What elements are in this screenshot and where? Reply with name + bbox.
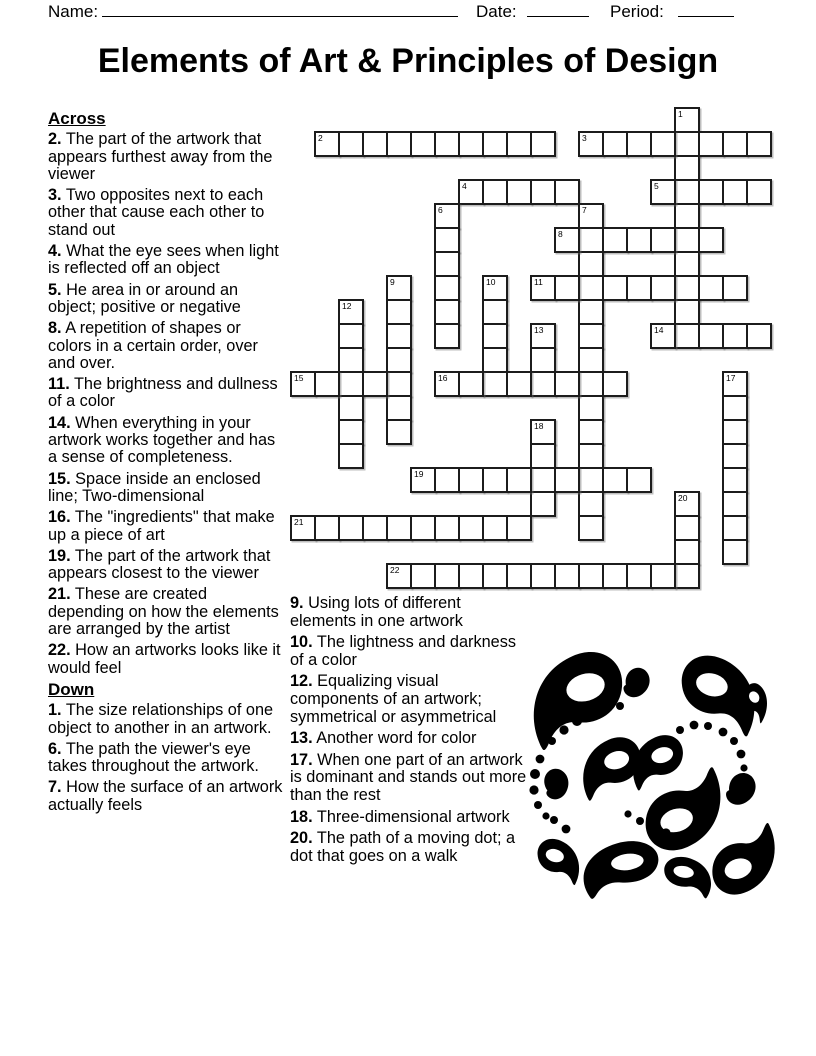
grid-cell[interactable] xyxy=(338,515,364,541)
grid-cell[interactable] xyxy=(746,179,772,205)
grid-cell[interactable] xyxy=(746,323,772,349)
grid-cell[interactable] xyxy=(602,131,628,157)
grid-cell[interactable] xyxy=(674,299,700,325)
page-title: Elements of Art & Principles of Design xyxy=(97,42,719,80)
grid-cell[interactable] xyxy=(338,443,364,469)
grid-cell[interactable] xyxy=(506,371,532,397)
grid-cell-3[interactable] xyxy=(578,131,604,157)
grid-cell[interactable] xyxy=(722,443,748,469)
grid-cell[interactable] xyxy=(674,179,700,205)
grid-cell[interactable] xyxy=(578,227,604,253)
clue-number: 21. xyxy=(48,585,71,604)
grid-cell[interactable] xyxy=(626,467,652,493)
grid-cell[interactable] xyxy=(578,371,604,397)
grid-cell-18[interactable] xyxy=(530,419,556,445)
grid-cell[interactable] xyxy=(626,563,652,589)
grid-cell-number: 22 xyxy=(390,565,400,575)
grid-cell[interactable] xyxy=(386,299,412,325)
clue-number: 12. xyxy=(290,672,313,691)
grid-cell[interactable] xyxy=(434,275,460,301)
grid-cell[interactable] xyxy=(458,371,484,397)
grid-cell-21[interactable] xyxy=(290,515,316,541)
grid-cell-19[interactable] xyxy=(410,467,436,493)
grid-cell[interactable] xyxy=(482,515,508,541)
grid-cell[interactable] xyxy=(674,323,700,349)
clue-number: 16. xyxy=(48,508,71,527)
grid-cell[interactable] xyxy=(530,179,556,205)
grid-cell-6[interactable] xyxy=(434,203,460,229)
clue-across-4: 4. What the eye sees when light is reflected off an object xyxy=(48,242,279,278)
grid-cell-number: 15 xyxy=(294,373,304,383)
grid-cell[interactable] xyxy=(314,515,340,541)
grid-cell-12[interactable] xyxy=(338,299,364,325)
grid-cell-number: 2 xyxy=(318,133,323,143)
grid-cell[interactable] xyxy=(530,371,556,397)
grid-cell[interactable] xyxy=(410,515,436,541)
grid-cell[interactable] xyxy=(458,515,484,541)
grid-cell[interactable] xyxy=(434,515,460,541)
grid-cell[interactable] xyxy=(338,371,364,397)
grid-cell[interactable] xyxy=(578,443,604,469)
grid-cell[interactable] xyxy=(410,131,436,157)
grid-cell[interactable] xyxy=(554,563,580,589)
grid-cell[interactable] xyxy=(602,467,628,493)
grid-cell[interactable] xyxy=(482,347,508,373)
clue-down-9: 9. Using lots of different elements in one artwork xyxy=(290,594,463,630)
grid-cell-7[interactable] xyxy=(578,203,604,229)
grid-cell-2[interactable] xyxy=(314,131,340,157)
grid-cell-14[interactable] xyxy=(650,323,676,349)
clue-across-22: 22. How an artworks looks like it would feel xyxy=(48,641,281,677)
date-blank-field[interactable] xyxy=(527,1,589,17)
clue-number: 4. xyxy=(48,242,62,261)
grid-cell[interactable] xyxy=(434,467,460,493)
grid-cell[interactable] xyxy=(338,323,364,349)
grid-cell-number: 12 xyxy=(342,301,352,311)
clue-down-1: 1. The size relationships of one object to another in an artwork. xyxy=(48,701,274,737)
grid-cell-8[interactable] xyxy=(554,227,580,253)
clue-across-19: 19. The part of the artwork that appears closest to the viewer xyxy=(48,546,271,583)
grid-cell[interactable] xyxy=(578,491,604,517)
down-clue-list-left xyxy=(48,702,285,814)
grid-cell[interactable] xyxy=(458,467,484,493)
grid-cell[interactable] xyxy=(578,323,604,349)
grid-cell[interactable] xyxy=(530,491,556,517)
grid-cell-13[interactable] xyxy=(530,323,556,349)
grid-cell[interactable] xyxy=(338,395,364,421)
grid-cell[interactable] xyxy=(578,395,604,421)
clue-number: 10. xyxy=(290,633,313,652)
grid-cell[interactable] xyxy=(578,515,604,541)
grid-cell[interactable] xyxy=(458,131,484,157)
clue-across-11: 11. The brightness and dullness of a color xyxy=(48,375,278,411)
grid-cell[interactable] xyxy=(674,275,700,301)
clue-across-14: 14. When everything in your artwork works together and has a sense of completeness. xyxy=(48,413,276,467)
name-label: Name: xyxy=(48,2,99,21)
grid-cell[interactable] xyxy=(578,419,604,445)
across-clue-list xyxy=(48,131,285,677)
grid-cell[interactable] xyxy=(362,371,388,397)
name-blank-field[interactable] xyxy=(102,1,458,17)
grid-cell[interactable] xyxy=(674,563,700,589)
clue-across-3: 3. Two opposites next to each other that cause each other to stand out xyxy=(48,186,265,239)
clue-down-7: 7. How the surface of an artwork actually feels xyxy=(48,778,283,814)
grid-cell[interactable] xyxy=(722,179,748,205)
grid-cell[interactable] xyxy=(482,131,508,157)
clue-across-15: 15. Space inside an enclosed line; Two-dimensional xyxy=(48,469,261,505)
clue-number: 3. xyxy=(48,186,62,205)
clue-down-18: 18. Three-dimensional artwork xyxy=(290,807,510,826)
grid-cell-number: 7 xyxy=(582,205,587,215)
grid-cell[interactable] xyxy=(554,179,580,205)
grid-cell[interactable] xyxy=(722,419,748,445)
grid-cell[interactable] xyxy=(650,275,676,301)
grid-cell-9[interactable] xyxy=(386,275,412,301)
clue-down-6: 6. The path the viewer's eye takes throughout the artwork. xyxy=(48,739,259,776)
clue-number: 15. xyxy=(48,469,71,488)
clue-number: 11. xyxy=(48,375,70,394)
grid-cell[interactable] xyxy=(698,275,724,301)
grid-cell[interactable] xyxy=(698,227,724,253)
grid-cell[interactable] xyxy=(338,419,364,445)
clue-number: 8. xyxy=(48,319,62,338)
grid-cell[interactable] xyxy=(722,491,748,517)
period-label: Period: xyxy=(610,2,664,21)
grid-cell[interactable] xyxy=(386,515,412,541)
grid-cell[interactable] xyxy=(386,419,412,445)
grid-cell[interactable] xyxy=(746,131,772,157)
clue-across-5: 5. He area in or around an object; positive or negative xyxy=(48,280,241,316)
grid-cell[interactable] xyxy=(674,227,700,253)
grid-cell-number: 20 xyxy=(678,493,688,503)
grid-cell[interactable] xyxy=(362,131,388,157)
grid-cell[interactable] xyxy=(338,347,364,373)
grid-cell-number: 9 xyxy=(390,277,395,287)
grid-cell[interactable] xyxy=(674,515,700,541)
grid-cell[interactable] xyxy=(722,131,748,157)
paisley-decoration-image xyxy=(524,644,796,906)
date-label: Date: xyxy=(476,2,517,21)
grid-cell[interactable] xyxy=(410,563,436,589)
grid-cell[interactable] xyxy=(386,347,412,373)
grid-cell[interactable] xyxy=(698,323,724,349)
clue-number: 13. xyxy=(290,729,313,748)
grid-cell[interactable] xyxy=(506,563,532,589)
grid-cell[interactable] xyxy=(602,275,628,301)
grid-cell[interactable] xyxy=(530,347,556,373)
grid-cell[interactable] xyxy=(578,563,604,589)
grid-cell[interactable] xyxy=(722,539,748,565)
grid-cell[interactable] xyxy=(602,371,628,397)
clue-across-21: 21. These are created depending on how the elements are arranged by the artist xyxy=(48,585,279,639)
grid-cell[interactable] xyxy=(386,323,412,349)
grid-cell[interactable] xyxy=(362,515,388,541)
clue-number: 1. xyxy=(48,701,62,720)
grid-cell-number: 18 xyxy=(534,421,544,431)
across-heading: Across xyxy=(48,109,106,128)
grid-cell-number: 4 xyxy=(462,181,467,191)
clue-number: 14. xyxy=(48,413,71,432)
grid-cell[interactable] xyxy=(530,443,556,469)
grid-cell[interactable] xyxy=(722,275,748,301)
grid-cell[interactable] xyxy=(674,155,700,181)
grid-cell-number: 13 xyxy=(534,325,544,335)
grid-cell[interactable] xyxy=(626,131,652,157)
grid-cell-20[interactable] xyxy=(674,491,700,517)
grid-cell[interactable] xyxy=(722,323,748,349)
grid-cell[interactable] xyxy=(626,227,652,253)
grid-cell[interactable] xyxy=(482,323,508,349)
clue-number: 9. xyxy=(290,594,304,612)
clue-column-right xyxy=(290,595,529,869)
clue-down-17: 17. When one part of an artwork is dominant and stands out more than the rest xyxy=(290,750,527,804)
clue-down-13: 13. Another word for color xyxy=(290,729,477,748)
grid-cell-number: 8 xyxy=(558,229,563,239)
grid-cell[interactable] xyxy=(386,395,412,421)
down-clue-list-right xyxy=(290,595,529,865)
grid-cell-11[interactable] xyxy=(530,275,556,301)
grid-cell[interactable] xyxy=(386,371,412,397)
clue-down-20: 20. The path of a moving dot; a dot that goes on a walk xyxy=(290,829,516,865)
grid-cell[interactable] xyxy=(506,467,532,493)
grid-cell[interactable] xyxy=(602,563,628,589)
grid-cell[interactable] xyxy=(650,131,676,157)
grid-cell[interactable] xyxy=(650,227,676,253)
grid-cell[interactable] xyxy=(434,251,460,277)
grid-cell-22[interactable] xyxy=(386,563,412,589)
clue-column-left xyxy=(48,110,285,818)
grid-cell[interactable] xyxy=(530,467,556,493)
crossword-grid xyxy=(290,107,772,589)
grid-cell-number: 17 xyxy=(726,373,736,383)
grid-cell[interactable] xyxy=(554,275,580,301)
grid-cell-16[interactable] xyxy=(434,371,460,397)
grid-cell[interactable] xyxy=(722,467,748,493)
clue-number: 17. xyxy=(290,750,313,769)
grid-cell[interactable] xyxy=(554,371,580,397)
grid-cell-number: 3 xyxy=(582,133,587,143)
clue-across-2: 2. The part of the artwork that appears furthest away from the viewer xyxy=(48,130,273,183)
grid-cell-number: 11 xyxy=(534,277,543,287)
grid-cell[interactable] xyxy=(650,563,676,589)
grid-cell[interactable] xyxy=(458,563,484,589)
clue-number: 18. xyxy=(290,807,313,826)
clue-across-16: 16. The "ingredients" that make up a piece of art xyxy=(48,508,275,544)
grid-cell-15[interactable] xyxy=(290,371,316,397)
grid-cell-4[interactable] xyxy=(458,179,484,205)
grid-cell[interactable] xyxy=(722,515,748,541)
grid-cell[interactable] xyxy=(434,299,460,325)
grid-cell[interactable] xyxy=(674,251,700,277)
grid-cell-number: 21 xyxy=(294,517,304,527)
grid-cell[interactable] xyxy=(578,299,604,325)
grid-cell[interactable] xyxy=(338,131,364,157)
grid-cell[interactable] xyxy=(506,179,532,205)
grid-cell-number: 19 xyxy=(414,469,424,479)
grid-cell[interactable] xyxy=(674,203,700,229)
clue-across-8: 8. A repetition of shapes or colors in a certain order, over and over. xyxy=(48,319,258,372)
grid-cell[interactable] xyxy=(434,131,460,157)
grid-cell[interactable] xyxy=(530,563,556,589)
clue-down-12: 12. Equalizing visual components of an artwork; symmetrical or asymmetrical xyxy=(290,672,497,726)
grid-cell[interactable] xyxy=(314,371,340,397)
grid-cell[interactable] xyxy=(674,131,700,157)
grid-cell-1[interactable] xyxy=(674,107,700,133)
clue-number: 6. xyxy=(48,739,62,758)
clue-number: 5. xyxy=(48,280,62,299)
grid-cell[interactable] xyxy=(578,251,604,277)
grid-cell[interactable] xyxy=(506,515,532,541)
grid-cell[interactable] xyxy=(578,347,604,373)
grid-cell-number: 6 xyxy=(438,205,443,215)
grid-cell[interactable] xyxy=(578,467,604,493)
grid-cell[interactable] xyxy=(434,563,460,589)
grid-cell[interactable] xyxy=(626,275,652,301)
grid-cell[interactable] xyxy=(482,467,508,493)
grid-cell-5[interactable] xyxy=(650,179,676,205)
grid-cell[interactable] xyxy=(434,227,460,253)
clue-number: 19. xyxy=(48,546,71,565)
grid-cell[interactable] xyxy=(482,563,508,589)
clue-number: 20. xyxy=(290,829,313,848)
grid-cell[interactable] xyxy=(482,179,508,205)
grid-cell[interactable] xyxy=(554,467,580,493)
grid-cell[interactable] xyxy=(722,395,748,421)
grid-cell[interactable] xyxy=(578,275,604,301)
grid-cell[interactable] xyxy=(698,131,724,157)
grid-cell[interactable] xyxy=(434,323,460,349)
clue-number: 2. xyxy=(48,130,62,149)
down-heading: Down xyxy=(48,679,95,699)
clue-number: 7. xyxy=(48,778,62,797)
grid-cell[interactable] xyxy=(698,179,724,205)
grid-cell-number: 5 xyxy=(654,181,659,191)
period-blank-field[interactable] xyxy=(678,1,734,17)
grid-cell-17[interactable] xyxy=(722,371,748,397)
grid-cell[interactable] xyxy=(482,371,508,397)
grid-cell[interactable] xyxy=(674,539,700,565)
grid-cell[interactable] xyxy=(506,131,532,157)
grid-cell[interactable] xyxy=(386,131,412,157)
clue-number: 22. xyxy=(48,641,71,660)
grid-cell-number: 10 xyxy=(486,277,496,287)
grid-cell-10[interactable] xyxy=(482,275,508,301)
grid-cell-number: 14 xyxy=(654,325,664,335)
grid-cell[interactable] xyxy=(530,131,556,157)
grid-cell-number: 16 xyxy=(438,373,448,383)
grid-cell[interactable] xyxy=(482,299,508,325)
grid-cell-number: 1 xyxy=(678,109,683,119)
grid-cell[interactable] xyxy=(602,227,628,253)
clue-down-10: 10. The lightness and darkness of a color xyxy=(290,633,516,669)
